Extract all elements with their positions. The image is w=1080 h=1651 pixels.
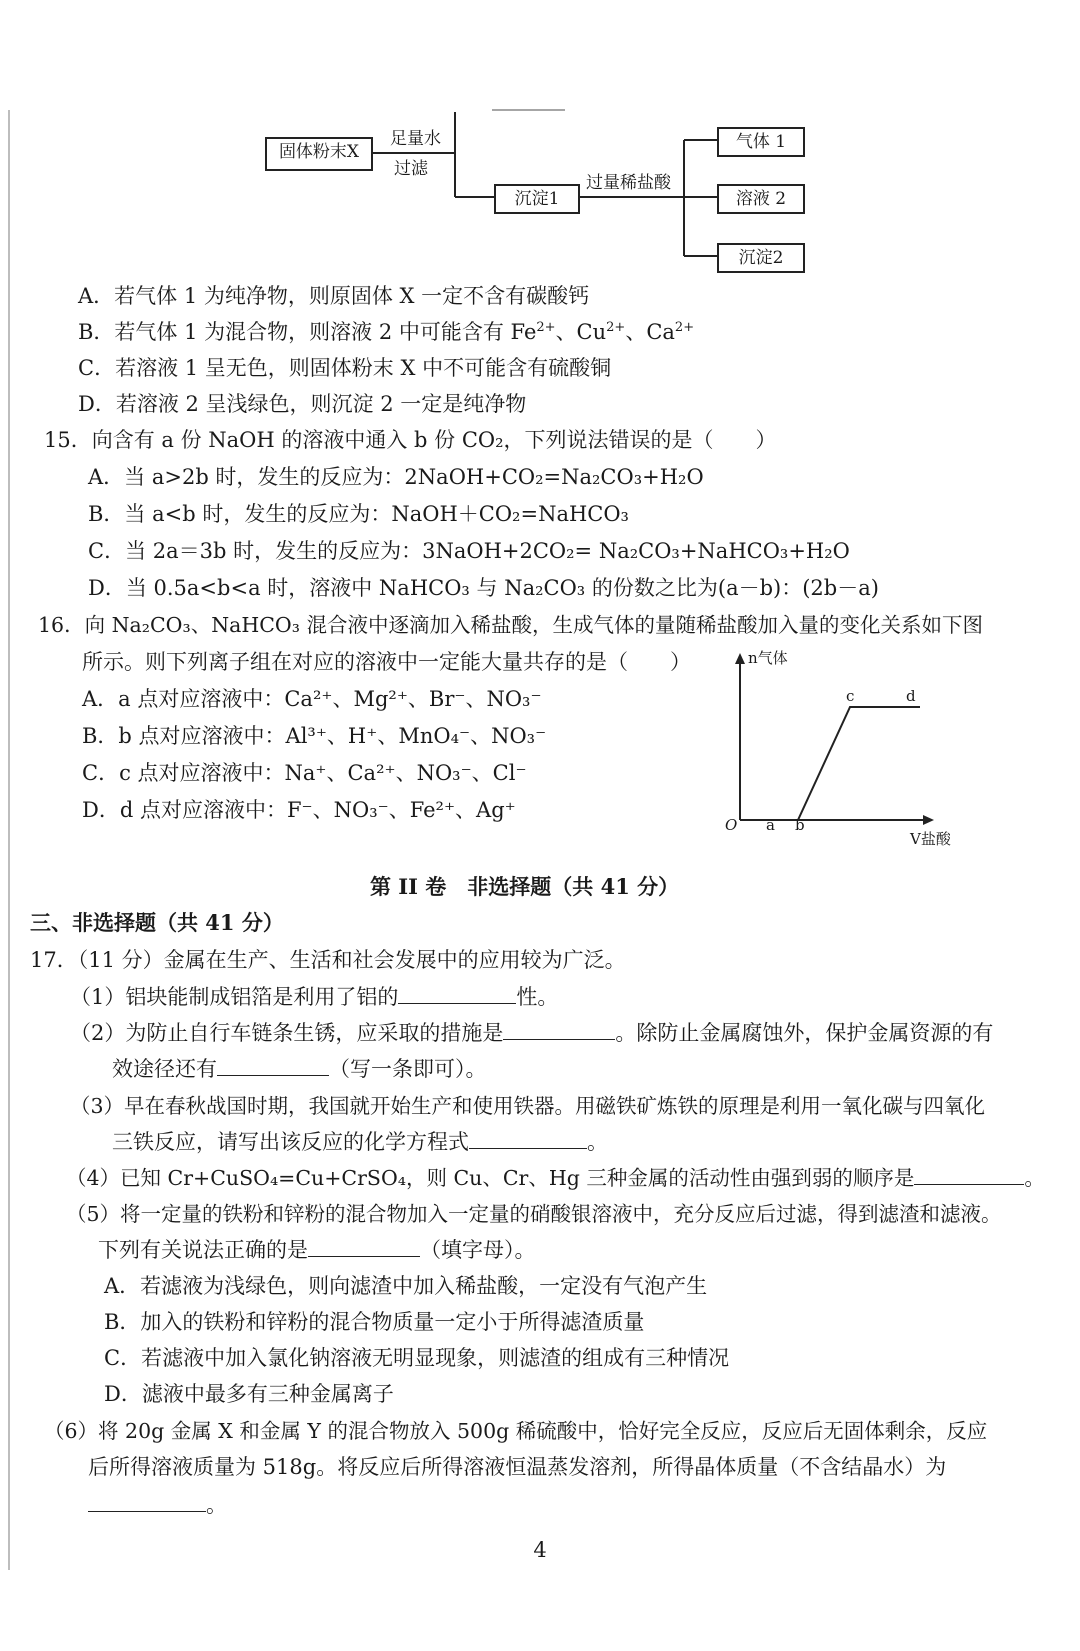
q15-option-b: B．当 a<b 时，发生的反应为：NaOH＋CO₂=NaHCO₃: [88, 502, 629, 526]
q17-part-2-text-b: 。除防止金属腐蚀外，保护金属资源的有: [615, 1021, 994, 1045]
q17-part-4-blank: [914, 1164, 1024, 1185]
q17-part-5-option-a: A．若滤液为浅绿色，则向滤渣中加入稀盐酸，一定没有气泡产生: [104, 1274, 708, 1298]
q14-option-b-ca: 、Ca: [625, 320, 675, 344]
graph-x-label: V盐酸: [910, 830, 951, 848]
q17-part-4-suffix: 。: [1024, 1166, 1045, 1190]
q17-stem: 17．（11 分）金属在生产、生活和社会发展中的应用较为广泛。: [30, 948, 626, 972]
q17-part-2-cont: [112, 1054, 487, 1084]
q16-option-d: D．d 点对应溶液中：F⁻、NO₃⁻、Fe²⁺、Ag⁺: [82, 798, 516, 822]
q14-option-b-cu: 、Cu: [555, 320, 607, 344]
filter-label: 过滤: [394, 159, 428, 179]
solid-x-box: 固体粉末X: [265, 137, 373, 171]
q15-option-d: D．当 0.5a<b<a 时，溶液中 NaHCO₃ 与 Na₂CO₃ 的份数之比为(a－b)：(2b－a): [88, 576, 879, 600]
q17-part-2-blank-2: [217, 1055, 329, 1076]
q17-part-6-blank: [88, 1491, 206, 1512]
q14-option-b: B．若气体 1 为混合物，则溶液 2 中可能含有 $Fe^{2+}$、$Cu^{2+}$、$Ca^{2+}$: [78, 320, 695, 344]
q16-option-b: B．b 点对应溶液中：Al³⁺、H⁺、MnO₄⁻、NO₃⁻: [82, 724, 547, 748]
q17-part-5-cont: [98, 1235, 536, 1265]
graph-point-c: c: [846, 687, 855, 705]
q17-part-3-text-c: 。: [587, 1130, 608, 1154]
q17-part-2-text-c: 效途径还有: [112, 1057, 217, 1081]
part-title: 三、非选择题（共 41 分）: [30, 910, 284, 935]
graph-point-b: b: [795, 816, 805, 834]
q17-part-4-text: （4）已知 Cr+CuSO₄=Cu+CrSO₄，则 Cu、Cr、Hg 三种金属的活动性由强到弱的顺序是: [66, 1166, 915, 1190]
q17-part-1-text: （1）铝块能制成铝箔是利用了铝的: [70, 985, 399, 1009]
q14-option-c: C．若溶液 1 呈无色，则固体粉末 X 中不可能含有硫酸铜: [78, 356, 612, 380]
solution2-box: 溶液 2: [717, 184, 805, 214]
q17-part-2-blank-1: [503, 1019, 615, 1040]
q17-part-2-text-d: （写一条即可）。: [329, 1057, 487, 1081]
q17-part-3: （3）早在春秋战国时期，我国就开始生产和使用铁器。用磁铁矿炼铁的原理是利用一氧化碳与四氧化: [70, 1094, 986, 1118]
q17-part-4: [66, 1163, 1045, 1193]
gas-volume-graph: [720, 650, 950, 850]
q17-part-5: （5）将一定量的铁粉和锌粉的混合物加入一定量的硝酸银溶液中，充分反应后过滤，得到滤渣和滤液。: [66, 1202, 1002, 1226]
q16-option-a: A．a 点对应溶液中：Ca²⁺、Mg²⁺、Br⁻、NO₃⁻: [82, 687, 542, 711]
q14-option-d: D．若溶液 2 呈浅绿色，则沉淀 2 一定是纯净物: [78, 392, 527, 416]
page-number: 4: [533, 1538, 547, 1562]
q17-part-6-cont: 后所得溶液质量为 518g。将反应后所得溶液恒温蒸发溶剂，所得晶体质量（不含结晶水）为: [88, 1455, 947, 1479]
acid-label: 过量稀盐酸: [586, 173, 671, 193]
q17-part-5-text-c: （填字母）。: [420, 1238, 536, 1262]
q17-part-3-cont: [112, 1127, 608, 1157]
q17-part-5-option-b: B．加入的铁粉和锌粉的混合物质量一定小于所得滤渣质量: [104, 1310, 645, 1334]
graph-y-label: n气体: [748, 649, 788, 667]
q14-option-b-text: B．若气体 1 为混合物，则溶液 2 中可能含有 Fe: [78, 320, 537, 344]
q17-part-1-blank: [398, 983, 516, 1004]
q17-part-6: （6）将 20g 金属 X 和金属 Y 的混合物放入 500g 稀硫酸中，恰好完全反应，反应后无固体剩余，反应: [44, 1419, 988, 1443]
q14-option-a: A．若气体 1 为纯净物，则原固体 X 一定不含有碳酸钙: [78, 284, 590, 308]
q16-stem-2: 所示。则下列离子组在对应的溶液中一定能大量共存的是（ ）: [82, 650, 691, 674]
graph-point-a: a: [766, 816, 775, 834]
q15-stem: 15．向含有 a 份 NaOH 的溶液中通入 b 份 CO₂，下列说法错误的是（ ）: [44, 428, 777, 452]
q17-part-5-option-d: D．滤液中最多有三种金属离子: [104, 1382, 394, 1406]
q17-part-1: [70, 982, 558, 1012]
q17-part-5-blank: [308, 1236, 420, 1257]
q17-part-3-text-b: 三铁反应，请写出该反应的化学方程式: [112, 1130, 469, 1154]
gas1-box: 气体 1: [717, 127, 805, 157]
q17-part-5-option-c: C．若滤液中加入氯化钠溶液无明显现象，则滤渣的组成有三种情况: [104, 1346, 730, 1370]
q17-part-6-suffix: 。: [206, 1493, 227, 1517]
q17-part-5-text-b: 下列有关说法正确的是: [98, 1238, 308, 1262]
q16-option-c: C．c 点对应溶液中：Na⁺、Ca²⁺、NO₃⁻、Cl⁻: [82, 761, 527, 785]
precipitate2-box: 沉淀2: [717, 243, 805, 273]
q15-option-a: A．当 a>2b 时，发生的反应为：2NaOH+CO₂=Na₂CO₃+H₂O: [88, 465, 704, 489]
q17-part-6-blank-line: [88, 1490, 227, 1520]
q17-part-2-text: （2）为防止自行车链条生锈，应采取的措施是: [70, 1021, 504, 1045]
flowchart-lines: [0, 0, 1080, 290]
q17-part-3-blank: [469, 1128, 587, 1149]
q15-option-c: C．当 2a＝3b 时，发生的反应为：3NaOH+2CO₂= Na₂CO₃+NaHCO₃+H₂O: [88, 539, 850, 563]
page-left-border: [8, 110, 10, 1570]
water-label: 足量水: [390, 129, 441, 149]
precipitate1-box: 沉淀1: [494, 184, 580, 214]
q16-stem-1: 16．向 Na₂CO₃、NaHCO₃ 混合液中逐滴加入稀盐酸，生成气体的量随稀盐酸加入量的变化关系如下图: [38, 613, 983, 637]
graph-point-d: d: [906, 687, 916, 705]
q17-part-2: [70, 1018, 993, 1048]
graph-origin: O: [725, 816, 738, 834]
q17-part-1-suffix: 性。: [516, 985, 559, 1009]
volume-title: 第 II 卷 非选择题（共 41 分）: [370, 874, 680, 899]
